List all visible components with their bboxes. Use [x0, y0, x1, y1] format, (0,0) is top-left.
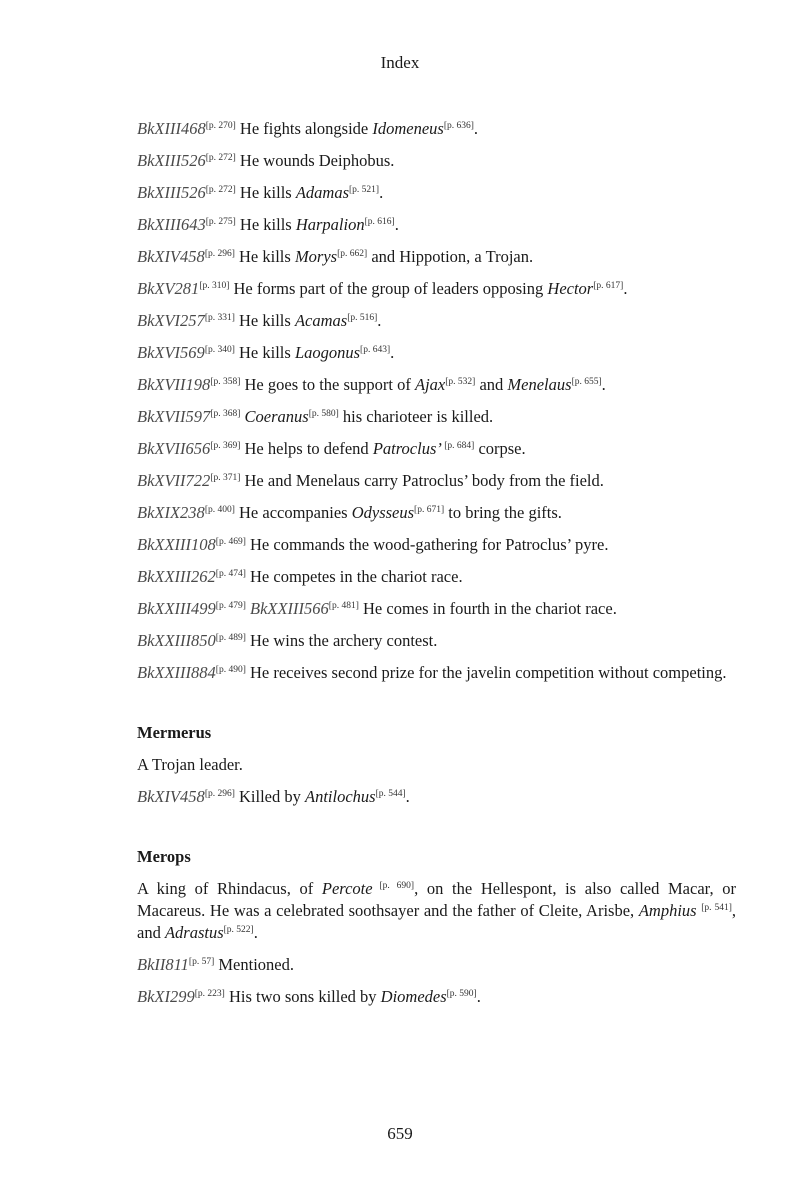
index-entry [137, 310, 736, 332]
book-line-reference: BkXVII597 [137, 407, 211, 426]
entry-heading: Mermerus [137, 723, 212, 742]
entry-text: . [390, 343, 395, 362]
book-line-reference: BkXIII526 [137, 151, 206, 170]
entry-text: A Trojan leader. [137, 755, 243, 774]
entry-text: He kills [234, 343, 295, 362]
cross-reference-name: Menelaus [507, 375, 572, 394]
page-reference: [p. 590] [446, 989, 477, 999]
index-entry [137, 786, 736, 808]
page-number: 659 [387, 1124, 413, 1143]
index-entry [137, 246, 736, 268]
page-reference: [p. 331] [204, 313, 235, 323]
entry-text: . [601, 375, 606, 394]
entry-text: He kills [234, 311, 295, 330]
page-reference: [p. 369] [210, 441, 241, 451]
entry-text: . [476, 987, 481, 1006]
cross-reference-name: Morys [294, 247, 338, 266]
index-entry [137, 438, 736, 460]
book-line-reference: BkXIX238 [137, 503, 205, 522]
entry-heading: Merops [137, 847, 191, 866]
index-section [137, 722, 736, 808]
entry-text: He goes to the support of [240, 375, 415, 394]
entry-text: , and [137, 901, 736, 942]
page-reference: [p. 541] [701, 903, 732, 913]
entry-text: Mentioned. [214, 955, 294, 974]
page-reference: [p. 544] [375, 789, 406, 799]
index-body [137, 118, 736, 1018]
entry-text: He accompanies [234, 503, 352, 522]
page-reference: [p. 272] [205, 185, 236, 195]
index-entry [137, 470, 736, 492]
cross-reference-name: Patroclus’ [372, 439, 442, 458]
book-line-reference: BkXVII656 [137, 439, 211, 458]
index-entry [137, 878, 736, 944]
cross-reference-name: Percote [321, 879, 373, 898]
index-entry [137, 954, 736, 976]
entry-text: . [623, 279, 628, 298]
page-reference: [p. 489] [215, 633, 246, 643]
index-entry [137, 598, 736, 620]
book-line-reference: BkXV281 [137, 279, 200, 298]
entry-text: his charioteer is killed. [338, 407, 494, 426]
page-reference: [p. 481] [328, 601, 359, 611]
page-reference: [p. 671] [414, 505, 445, 515]
page-reference: [p. 490] [215, 665, 246, 675]
page-reference: [p. 272] [205, 153, 236, 163]
index-section [137, 846, 736, 1008]
book-line-reference: BkXXIII499 [137, 599, 216, 618]
book-line-reference: BkXVI257 [137, 311, 205, 330]
entry-text: , on the Hellespont, is also called Macar, or Macareus. He was a celebrated soothsayer and the father of Cleite, Arisbe, [137, 879, 737, 920]
page-reference: [p. 690] [372, 881, 415, 891]
page-reference: [p. 617] [593, 281, 624, 291]
entry-text: . [405, 787, 410, 806]
page-reference: [p. 371] [210, 473, 241, 483]
page-reference: [p. 400] [204, 505, 235, 515]
page-reference: [p. 296] [204, 789, 235, 799]
entry-text: He kills [234, 247, 295, 266]
entry-text: A king of Rhindacus, of [137, 879, 322, 898]
page-reference: [p. 516] [347, 313, 378, 323]
page-reference: [p. 655] [571, 377, 602, 387]
book-line-reference: BkXIII526 [137, 183, 206, 202]
entry-text: He kills [235, 183, 296, 202]
page-reference: [p. 340] [204, 345, 235, 355]
entry-text: . [377, 311, 382, 330]
page-reference: [p. 684] [441, 441, 475, 451]
index-entry [137, 406, 736, 428]
cross-reference-name: Adrastus [164, 923, 224, 942]
entry-text: corpse. [474, 439, 526, 458]
index-entry [137, 662, 736, 684]
index-entry [137, 534, 736, 556]
entry-text: He kills [235, 215, 296, 234]
entry-text: His two sons killed by [224, 987, 381, 1006]
entry-text: He wounds Deiphobus. [235, 151, 395, 170]
cross-reference-name: Antilochus [305, 787, 376, 806]
index-entry [137, 342, 736, 364]
index-entry [137, 502, 736, 524]
book-line-reference: BkXXIII850 [137, 631, 216, 650]
entry-text: and Hippotion, a Trojan. [367, 247, 534, 266]
entry-text: He and Menelaus carry Patroclus’ body from the field. [240, 471, 604, 490]
entry-text: He fights alongside [235, 119, 373, 138]
entry-text: and [475, 375, 508, 394]
cross-reference-name: Acamas [294, 311, 348, 330]
entry-text: He competes in the chariot race. [245, 567, 463, 586]
cross-reference-name: Ajax [415, 375, 446, 394]
cross-reference-name: Diomedes [380, 987, 447, 1006]
page-reference: [p. 469] [215, 537, 246, 547]
cross-reference-name: Idomeneus [372, 119, 444, 138]
page-reference: [p. 223] [194, 989, 225, 999]
page-reference: [p. 296] [204, 249, 235, 259]
cross-reference-name: Odysseus [351, 503, 415, 522]
cross-reference-name: Amphius [638, 901, 697, 920]
index-entry [137, 374, 736, 396]
page-reference: [p. 580] [308, 409, 339, 419]
page-reference: [p. 275] [205, 217, 236, 227]
page-reference: [p. 662] [337, 249, 368, 259]
book-line-reference: BkII811 [137, 955, 189, 974]
page-reference: [p. 368] [210, 409, 241, 419]
entry-text: Killed by [234, 787, 306, 806]
index-entry [137, 630, 736, 652]
page-reference: [p. 358] [210, 377, 241, 387]
page-reference: [p. 522] [223, 925, 254, 935]
entry-text: He commands the wood-gathering for Patroclus’ pyre. [245, 535, 609, 554]
entry-text: . [379, 183, 384, 202]
entry-text: He receives second prize for the javelin competition without competing. [245, 663, 727, 682]
entry-text: . [473, 119, 479, 138]
cross-reference-name: Laogonus [294, 343, 361, 362]
book-line-reference: BkXIV458 [137, 247, 205, 266]
page-reference: [p. 474] [215, 569, 246, 579]
index-entry [137, 566, 736, 588]
index-entry [137, 182, 736, 204]
index-section [137, 118, 736, 684]
running-head: Index [380, 53, 420, 72]
page-reference: [p. 636] [443, 121, 474, 131]
entry-text: He forms part of the group of leaders opposing [229, 279, 548, 298]
cross-reference-name: Harpalion [295, 215, 365, 234]
index-entry [137, 214, 736, 236]
page-reference: [p. 643] [360, 345, 391, 355]
entry-text: to bring the gifts. [444, 503, 562, 522]
cross-reference-name: Hector [547, 279, 594, 298]
book-line-reference: BkXXIII108 [137, 535, 216, 554]
entry-text: . [394, 215, 399, 234]
page-reference: [p. 57] [188, 957, 215, 967]
book-line-reference: BkXVII198 [137, 375, 211, 394]
index-entry [137, 118, 736, 140]
index-entry [137, 986, 736, 1008]
book-line-reference: BkXIV458 [137, 787, 205, 806]
index-entry [137, 150, 736, 172]
index-entry [137, 754, 736, 776]
book-line-reference: BkXIII468 [137, 119, 206, 138]
entry-text: He comes in fourth in the chariot race. [358, 599, 617, 618]
book-line-reference: BkXI299 [137, 987, 195, 1006]
page-reference: [p. 479] [215, 601, 246, 611]
page-reference: [p. 521] [349, 185, 380, 195]
page-reference: [p. 270] [205, 121, 236, 131]
entry-text: He wins the archery contest. [245, 631, 438, 650]
book-line-reference: BkXVI569 [137, 343, 205, 362]
page-reference: [p. 310] [199, 281, 230, 291]
book-line-reference: BkXIII643 [137, 215, 206, 234]
entry-text: He helps to defend [240, 439, 373, 458]
page-reference: [p. 616] [364, 217, 395, 227]
book-line-reference: BkXVII722 [137, 471, 211, 490]
page-reference: [p. 532] [445, 377, 476, 387]
cross-reference-name: Coeranus [244, 407, 309, 426]
book-line-reference: BkXXIII566 [250, 599, 329, 618]
book-line-reference: BkXXIII884 [137, 663, 216, 682]
entry-text: . [253, 923, 258, 942]
index-entry [137, 278, 736, 300]
cross-reference-name: Adamas [295, 183, 350, 202]
book-line-reference: BkXXIII262 [137, 567, 216, 586]
